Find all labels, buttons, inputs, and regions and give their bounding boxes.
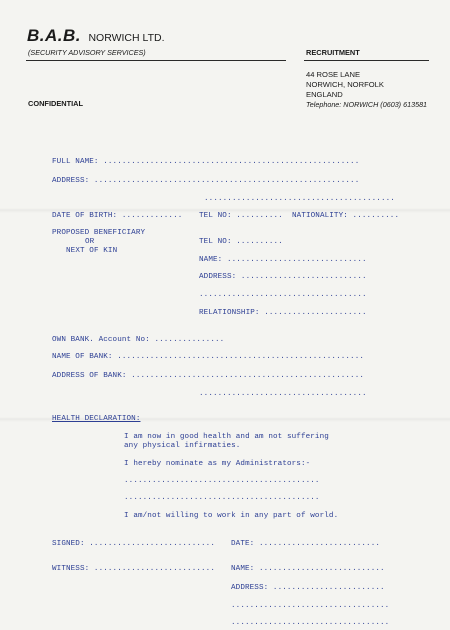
witness-address-field-2: .................................. <box>231 602 390 610</box>
willing-statement: I am/not willing to work in any part of world. <box>124 512 339 520</box>
company-name-rest: NORWICH LTD. <box>88 32 165 44</box>
department-label: RECRUITMENT <box>306 48 360 57</box>
bank-address-field-1: ADDRESS OF BANK: .................................................. <box>52 372 365 380</box>
full-name-field: FULL NAME: ....................................................... <box>52 158 360 166</box>
date-of-birth-field: DATE OF BIRTH: ............. <box>52 212 183 220</box>
letterhead-rule-left <box>26 60 286 61</box>
administrators-statement: I hereby nominate as my Administrators:- <box>124 460 311 468</box>
own-bank-field: OWN BANK. Account No: ............... <box>52 336 225 344</box>
tel-no-field: TEL NO: .......... <box>199 212 283 220</box>
relationship-field: RELATIONSHIP: ...................... <box>199 309 367 317</box>
health-declaration-heading: HEALTH DECLARATION: <box>52 415 141 423</box>
bank-address-field-2: .................................... <box>199 390 367 398</box>
company-name <box>27 26 164 46</box>
administrator-line-1: .......................................... <box>124 477 320 485</box>
beneficiary-label-2: OR <box>85 238 95 246</box>
address-line-1: 44 ROSE LANE <box>306 70 361 79</box>
beneficiary-name-field: NAME: .............................. <box>199 256 367 264</box>
witness-address-field-1: ADDRESS: ........................ <box>231 584 385 592</box>
beneficiary-address-field-2: .................................... <box>199 291 367 299</box>
administrator-line-2: .......................................... <box>124 494 320 502</box>
nationality-field: NATIONALITY: .......... <box>292 212 400 220</box>
telephone-line: Telephone: NORWICH (0603) 613581 <box>306 100 428 109</box>
address-line-2: NORWICH, NORFOLK <box>306 80 384 89</box>
bank-name-field: NAME OF BANK: ..................................................... <box>52 353 365 361</box>
beneficiary-label-1: PROPOSED BENEFICIARY <box>52 229 146 237</box>
beneficiary-tel-field: TEL NO: .......... <box>199 238 283 246</box>
address-line-3: ENGLAND <box>306 90 343 99</box>
health-statement-line-1: I am now in good health and am not suffering <box>124 433 329 441</box>
witness-name-field: NAME: ........................... <box>231 565 385 573</box>
company-tagline: (SECURITY ADVISORY SERVICES) <box>28 48 146 57</box>
confidential-label: CONFIDENTIAL <box>28 99 84 108</box>
date-field: DATE: .......................... <box>231 540 381 548</box>
health-statement-line-2: any physical infirmaties. <box>124 442 241 450</box>
witness-field: WITNESS: .......................... <box>52 565 215 573</box>
address-field-2: ......................................... <box>204 195 395 203</box>
beneficiary-address-field-1: ADDRESS: ........................... <box>199 273 367 281</box>
company-name-bold: B.A.B. <box>27 26 81 45</box>
address-field-1: ADDRESS: ......................................................... <box>52 177 360 185</box>
letterhead-rule-right <box>304 60 429 61</box>
signed-field: SIGNED: ........................... <box>52 540 215 548</box>
beneficiary-label-3: NEXT OF KIN <box>66 247 118 255</box>
witness-address-field-3: .................................. <box>231 619 390 627</box>
